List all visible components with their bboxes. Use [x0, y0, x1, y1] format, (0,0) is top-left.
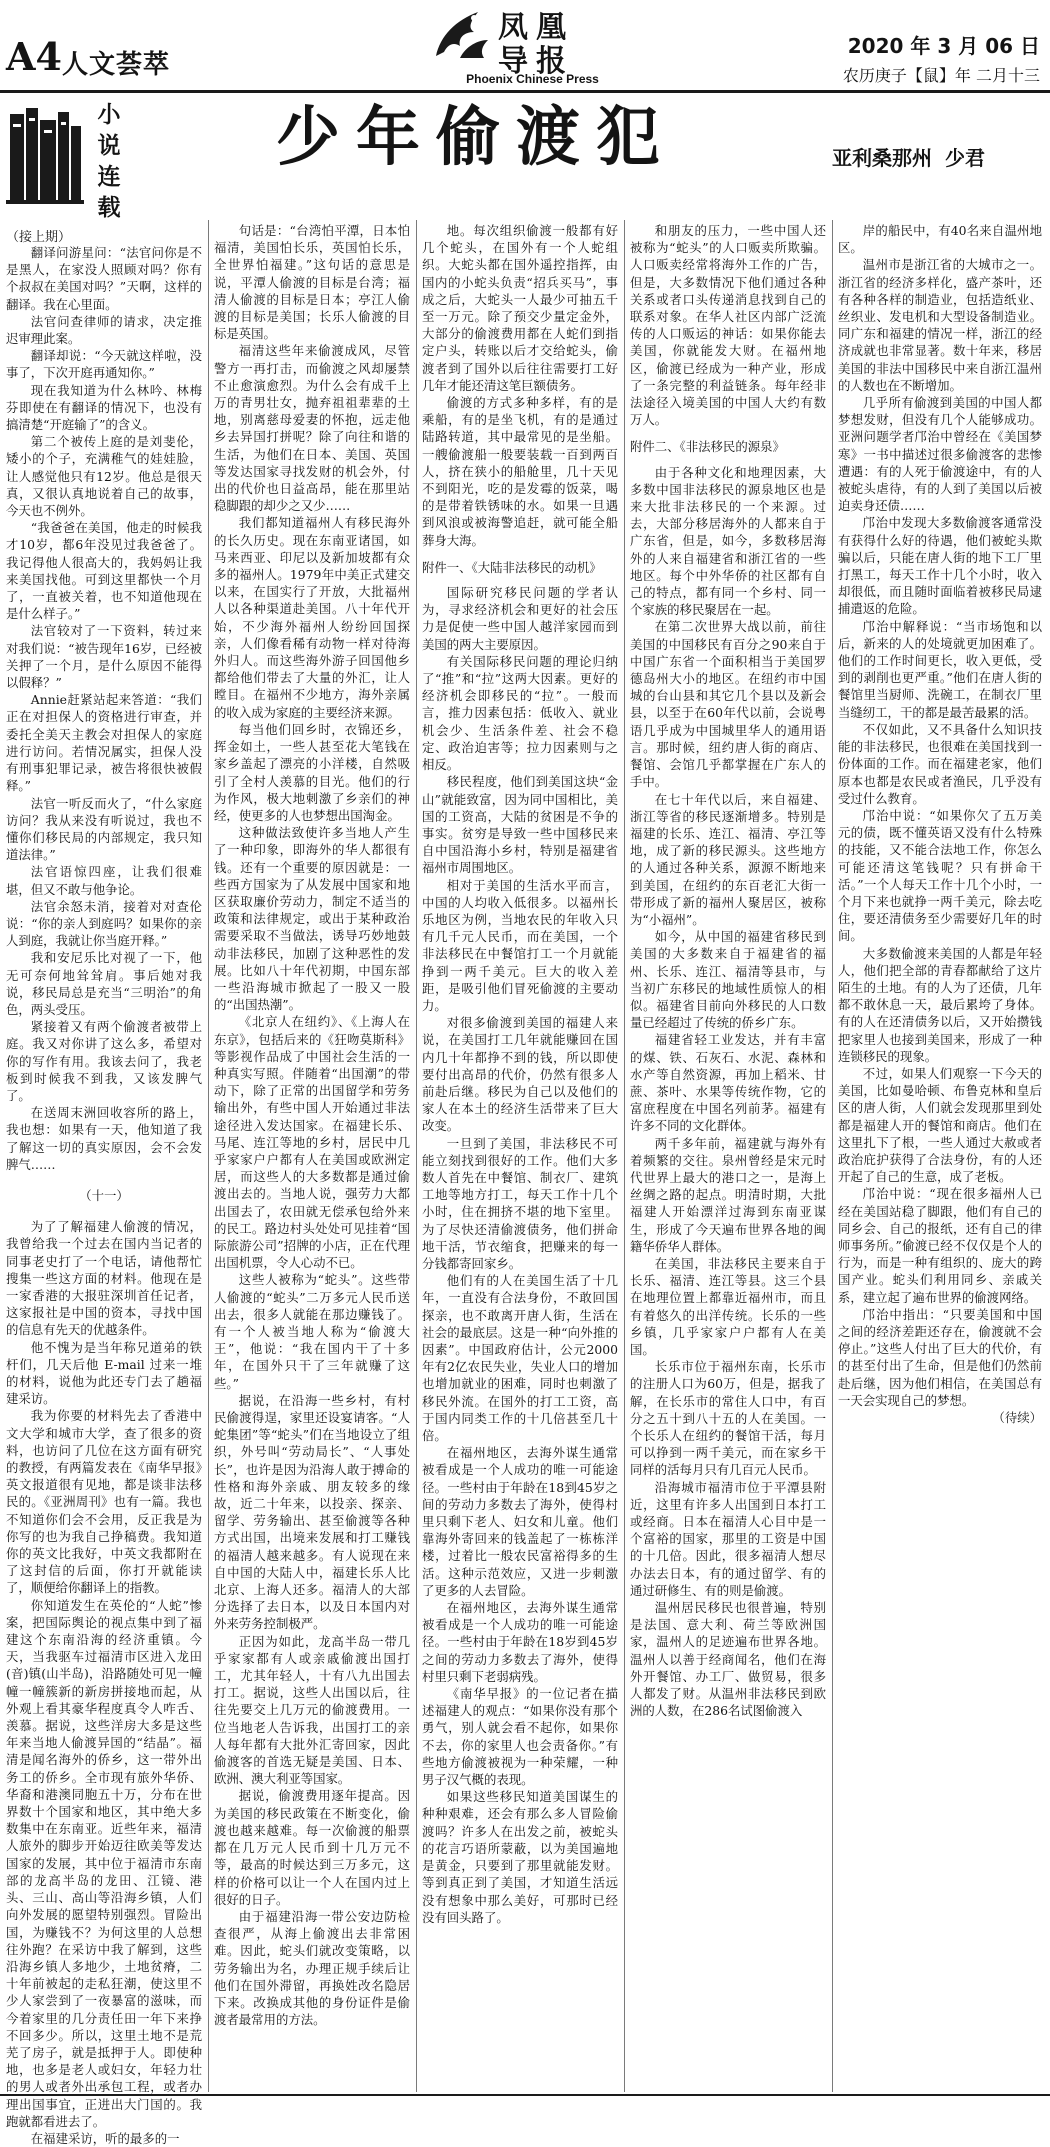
article-paragraph: 岸的船民中，有40名来自温州地区。 — [838, 223, 1042, 256]
article-paragraph: 长乐市位于福州东南，长乐市的注册人口为60万，但是，据我了解，在长乐市的常住人口中，有百分之五十到八十五的人在美国。一个长乐人在纽约的餐馆干活，每月可以挣到一两千美元，而在家乡干同样的活每月只有几百元人民币。 — [630, 1359, 826, 1478]
article-paragraph: 正因为如此，龙高半岛一带几乎家家都有人或亲戚偷渡出国打工，尤其年轻人，十有八九出国去打工。据说，这些人出国以后，往往先要交上几万元的偷渡费用。一位当地老人告诉我，出国打工的亲人每年都有大批外汇寄回家，因此偷渡客的首选无疑是美国、日本、欧洲、澳大利亚等国家。 — [214, 1633, 410, 1787]
article-paragraph: 地。每次组织偷渡一般都有好几个蛇头，在国外有一个人蛇组织。大蛇头都在国外遥控指挥，由国内的小蛇头负责“招兵买马”，事成之后，大蛇头一人最少可抽五千至一万元。除了预交少量定金外，大部分的偷渡费用都在人蛇们到指定户头，转账以后才交给蛇头，偷渡者到了国外以后往往需要打工好几年才能还清这笔巨额债务。 — [422, 223, 618, 393]
article-paragraph: 两千多年前，福建就与海外有着频繁的交往。泉州曾经是宋元时代世界上最大的港口之一，是海上丝绸之路的起点。明清时期，大批福建人开始漂洋过海到东南亚谋生，形成了今天遍布世界各地的闽籍华侨华人群体。 — [630, 1135, 826, 1254]
article-paragraph: 沿海城市福清市位于平潭县附近，这里有许多人出国到日本打工或经商。日本在福清人心目中是一个富裕的国家，那里的工资是中国的十几倍。因此，很多福清人想尽办法去日本，有的通过留学、有的通过研修生、有的则是偷渡。 — [630, 1479, 826, 1598]
logo-title-line2: 导报 — [498, 44, 574, 79]
article-paragraph: 翻译问游星问：“法官问你是不是黑人，在家没人照顾对吗？你有个叔叔在美国对吗？”天啊，这样的翻译。我在心里面。 — [6, 245, 202, 312]
article-paragraph: 翻译却说：“今天就这样啦，没事了，下次开庭再通知你。” — [6, 348, 202, 381]
article-paragraph: 几乎所有偷渡到美国的中国人都梦想发财，但没有几个人能够成功。亚洲问题学者邝治中曾经在《美国梦寒》一书中描述过很多偷渡客的悲惨遭遇：有的人死于偷渡途中，有的人被蛇头虐待，有的人到了美国以后被迫卖身还债…… — [838, 395, 1042, 514]
article-paragraph: 句话是：“台湾怕平潭，日本怕福清，美国怕长乐，英国怕长乐，全世界怕福建。”这句话的意思是说，平潭人偷渡的目标是台湾；福清人偷渡的目标是日本；亭江人偷渡的目标是美国；长乐人偷渡的目标是英国。 — [214, 223, 410, 342]
article-paragraph: 法官问查律师的请求，决定推迟审理此案。 — [6, 313, 202, 347]
newspaper-logo — [430, 0, 635, 90]
article-paragraph: 附件一、《大陆非法移民的动机》 — [422, 559, 602, 575]
article-paragraph: 如今，从中国的福建省移民到美国的大多数来自于福建省的福州、长乐、连江、福清等县市，与当初广东移民的地域性质惊人的相似。福建省目前向外移民的人口数量已经超过了传统的侨乡广东。 — [630, 929, 826, 1031]
article-paragraph: 和朋友的压力，一些中国人还被称为“蛇头”的人口贩卖所欺骗。人口贩卖经常将海外工作的广告，但是，大多数情况下他们通过各种关系或者口头传递消息找到自己的联系对象。在华人社区内部广泛流传的人口贩运的神话：如果你能去美国，你就能发大财。在福州地区，偷渡已经成为一种产业，形成了一条完整的利益链条。每年经非法途径入境美国的中国人大约有数万人。 — [630, 223, 826, 428]
article-paragraph: 邝治中指出：“只要美国和中国之间的经济差距还存在，偷渡就不会停止。”这些人付出了巨大的代价，有的甚至付出了生命，但是他们仍然前赴后继，因为他们相信，在美国总有一天会实现自己的梦想。 — [838, 1306, 1042, 1408]
article-paragraph: 法官语惊四座，让我们很难堪，但又不敢与他争论。 — [6, 864, 202, 897]
article-paragraph: 在第二次世界大战以前，前往美国的中国移民有百分之90来自于中国广东省一个面积相当于美国罗德岛州大小的地区。在纽约市中国城的台山县和其它几个县以及新会县，以至于在60年代以前，会说粤语几乎成为中国城里华人的通用语言。那时候，纽约唐人街的商店、餐馆、会馆几乎都掌握在广东人的手中。 — [630, 619, 826, 790]
article-paragraph: 在福建采访，听的最多的一 — [30, 2130, 180, 2146]
article-paragraph: 在福州地区，去海外谋生通常被看成是一个人成功的唯一可能途径。一些村由于年龄在18岁到45岁之间的劳动力多数去了海外，使得村里只剩下老弱病残。 — [422, 1600, 618, 1684]
article-paragraph: 相对于美国的生活水平而言，中国的人均收入低很多。以福州长乐地区为例，当地农民的年收入只有几千元人民币，而在美国，一个非法移民在中餐馆打工一个月就能挣到一两千美元。巨大的收入差距，是吸引他们冒死偷渡的主要动力。 — [422, 877, 618, 1013]
article-paragraph: 由于福建沿海一带公安边防检查很严，从海上偷渡出去非常困难。因此，蛇头们就改变策略，以劳务输出为名，办理正规手续后让他们在国外滞留，再换姓改名隐居下来。改换成其他的身份证件是偷渡者最常用的方法。 — [214, 1908, 410, 2028]
masthead-rule — [0, 90, 1050, 93]
article-paragraph: 《南华早报》的一位记者在描述福建人的观点：“如果你没有那个勇气，别人就会看不起你，如果你不去，你的家里人也会责备你。”有些地方偷渡被视为一种荣耀，一种男子汉气概的表现。 — [422, 1686, 618, 1788]
article-paragraph: 邝治中说：“现在很多福州人已经在美国站稳了脚跟，他们有自己的同乡会、自己的报纸，还有自己的律师事务所。”偷渡已经不仅仅是个人的行为，而是一种有组织的、庞大的跨国产业。蛇头们利用同乡、亲戚关系，建立起了遍布世界的偷渡网络。 — [838, 1186, 1042, 1305]
article-paragraph: 每当他们回乡时，衣锦还乡，挥金如土，一些人甚至花大笔钱在家乡盖起了漂亮的小洋楼，自然吸引了全村人羡慕的目光。他们的行为作风，极大地刺激了乡亲们的神经，使更多的人也梦想出国淘金。 — [214, 721, 410, 823]
article-paragraph: 法官一听反而火了，“什么家庭访问？我从来没有听说过，我也不懂你们移民局的内部规定，我只知道法律。” — [6, 795, 202, 863]
article-paragraph: 如果这些移民知道美国谋生的种种艰难，还会有那么多人冒险偷渡吗？许多人在出发之前，被蛇头的花言巧语所蒙蔽，以为美国遍地是黄金，只要到了那里就能发财。等到真正到了美国，才知道生活远没有想象中那么美好，可那时已经没有回头路了。 — [422, 1789, 618, 1925]
article-paragraph: 他们有的人在美国生活了十几年，一直没有合法身份，不敢回国探亲，也不敢离开唐人街，生活在社会的最底层。这是一种“向外推的因素”。中国政府估计，公元2000年有2亿农民失业，失业人口的增加也增加就业的困难，同时也刺激了移民外流。在国外的打工工资，高于国内同类工作的十几倍甚至几十倍。 — [422, 1273, 618, 1444]
serial-kicker — [6, 98, 141, 221]
article-paragraph: 这种做法致使许多当地人产生了一种印象，即海外的华人都很有钱。还有一个重要的原因就是：一些西方国家为了从发展中国家和地区获取廉价劳动力，制定不适当的政策和法律规定，或出于某种政治需要采取不当做法，诱导巧妙地鼓动非法移民，加剧了这种恶性的发展。比如八十年代初期，中国东部一些沿海城市掀起了一股又一股的“出国热潮”。 — [214, 825, 410, 1013]
article-paragraph: 他不愧为是当年称兄道弟的铁杆们，几天后他 E-mail 过来一堆的材料，说他为此还专门去了趟福建采访。 — [6, 1339, 202, 1407]
article-byline: 亚利桑那州 少君 — [832, 146, 985, 170]
article-paragraph: 为了了解福建人偷渡的情况，我曾给我一个过去在国内当记者的同事老史打了一个电话，请他帮忙搜集一些这方面的材料。他现在是一家香港的大报驻深圳首任记者，这家报社是中国的资本，寻找中国的信息有先天的优越条件。 — [6, 1219, 202, 1338]
logo-english-name: Phoenix Chinese Press — [466, 72, 599, 86]
page-bottom-rule — [0, 2094, 1050, 2096]
column-divider — [832, 220, 833, 2092]
article-paragraph: 不仅如此，又不具备什么知识技能的非法移民，也很难在美国找到一份体面的工作。而在福建老家，他们原本也都是农民或者渔民，几乎没有受过什么教育。 — [838, 721, 1042, 806]
article-paragraph: 在福州地区，去海外谋生通常被看成是一个人成功的唯一可能途径。一些村由于年龄在18到45岁之间的劳动力多数去了海外，使得村里只剩下老人、妇女和儿童。他们靠海外寄回来的钱盖起了一栋栋洋楼，过着比一般农民富裕得多的生活。这种示范效应，又进一步刺激了更多的人去冒险。 — [422, 1445, 618, 1598]
article-paragraph: 大多数偷渡来美国的人都是年轻人，他们把全部的青春都献给了这片陌生的土地。有的人为了还债，几年都不敢休息一天，最后累垮了身体。有的人在还清债务以后，又开始攒钱把家里人也接到美国来，形成了一种连锁移民的现象。 — [838, 945, 1042, 1064]
article-paragraph: 据说，偷渡费用逐年提高。因为美国的移民政策在不断变化，偷渡也越来越难。每一次偷渡的船票都在几万元人民币到十几万元不等，最高的时候达到三万多元，这样的价格可以让一个人在国内过上很好的日子。 — [214, 1788, 410, 1907]
article-paragraph: 福建省轻工业发达，并有丰富的煤、铁、石灰石、水泥、森林和水产等自然资源，再加上稻米、甘蔗、茶叶、水果等传统作物，它的富庶程度在中国名列前茅。福建有许多不同的文化群体。 — [630, 1032, 826, 1134]
article-paragraph: 我为你要的材料先去了香港中文大学和城市大学，查了很多的资料，也访问了几位在这方面有研究的教授，有两篇发表在《南华早报》英文报道很有见地，都是谈非法移民的。《亚洲周刊》也有一篇。我也不知道你们会不会用，反正我是为你写的也为我自己挣稿费。我知道你的英文比我好，中英文我都附在了这封信的后面，你打开就能读了，顺便给你翻译上的指教。 — [6, 1408, 202, 1596]
column-divider — [208, 220, 209, 2092]
article-paragraph: 法官余怒未消，接着对对查伦说：“你的亲人到庭吗？如果你的亲人到庭，我就让你当庭开释。” — [6, 898, 202, 949]
article-paragraph: 《北京人在纽约》、《上海人在东京》，包括后来的《狂吻莫斯科》等影视作品成了中国社会生活的一种真实写照。伴随着“出国潮”的带动下，除了正常的出国留学和劳务输出外，有些中国人开始通过非法途径进入发达国家。在福建长乐、马尾、连江等地的乡村，居民中几乎家家户户都有人在美国或欧洲定居，而这些人的大多数都是通过偷渡出去的。当地人说，强劳力大都出国去了，农田就无偿承包给外来的民工。路边村头处处可见挂着“国际旅游公司”招牌的小店，正在代理出国机票，令人心动不已。 — [214, 1014, 410, 1271]
article-paragraph: 在七十年代以后，来自福建、浙江等省的移民逐渐增多。特别是福建的长乐、连江、福清、亭江等地，成了新的移民源头。这些地方的人通过各种关系，源源不断地来到美国，在纽约的东百老汇大街一带形成了新的福州人聚居区，被称为“小福州”。 — [630, 791, 826, 927]
article-paragraph: 国际研究移民问题的学者认为，寻求经济机会和更好的社会压力是促使一些中国人越洋家园而到美国的两大主要原因。 — [422, 585, 618, 652]
text-column-3 — [422, 222, 618, 2092]
kicker-label: 小 说 连 载 — [97, 102, 121, 221]
article-paragraph: 由于各种文化和地理因素，大多数中国非法移民的源泉地区也是来大批非法移民的一个来源。过去，大部分移居海外的人都来自于广东省，但是，如今，多数移居海外的人来自福建省和浙江省的一些地区。每个中外华侨的社区都有自己的特点，都有同一个乡村、同一个家族的移民聚居在一起。 — [630, 464, 826, 618]
article-paragraph: 一旦到了美国，非法移民不可能立刻找到很好的工作。他们大多数人首先在中餐馆、制衣厂、建筑工地等地方打工，每天工作十几个小时，住在拥挤不堪的地下室里。为了尽快还清偷渡债务，他们拼命地干活，节衣缩食，把赚来的每一分钱都寄回家乡。 — [422, 1135, 618, 1271]
article-paragraph: 现在我知道为什么林吟、林梅芬即使在有翻译的情况下，也没有搞清楚“开庭输了”的含义。 — [6, 382, 202, 433]
article-paragraph: 温州居民移民也很普遍，特别是法国、意大利、荷兰等欧洲国家，温州人的足迹遍布世界各地。温州人以善于经商闻名，他们在海外开餐馆、办工厂、做贸易，很多人都发了财。从温州非法移民到欧洲的人数，在286名试图偷渡入 — [630, 1600, 826, 1719]
books-illustration-icon — [6, 104, 84, 204]
article-paragraph: 福清这些年来偷渡成风，尽管警方一再打击，而偷渡之风却屡禁不止愈演愈烈。为什么会有成千上万的青男壮女，抛弃祖祖辈辈的土地，别离慈母爱妻的怀抱，远走他乡去异国打拼呢？除了向往和谐的生活，为他们在日本、美国、英国等发达国家寻找发财的机会外，付出的代价也日益高昂，能在那里站稳脚跟的却少之又少…… — [214, 343, 410, 514]
article-paragraph: 你知道发生在英伦的“人蛇”惨案，把国际舆论的视点集中到了福建这个东南沿海的经济重镇。今天，当我驱车过福清市区进入龙田(音)镇(山半岛)，沿路随处可见一幢幢一幢簇新的新房拼接地而起，从外观上看其豪华程度真令人咋舌、羡慕。据说，这些洋房大多是这些年来当地人偷渡异国的“结晶”。福清是闻名海外的侨乡，这一带外出务工的侨乡。全市现有旅外华侨、华裔和港澳同胞五十万，分布在世界数十个国家和地区，其中绝大多数集中在东南亚。近些年来，福清人旅外的脚步开始迈往欧美等发达国家的发展，其中位于福清市东南部的龙高半岛的龙田、江镜、港头、三山、高山等沿海乡镇，人们向外发展的愿望特别强烈。冒险出国，为赚钱不？为何这里的人总想往外跑？在采访中我了解到，这些沿海乡镇人多地少，土地贫瘠，二十年前被起的走私狂潮，使这里不少人家尝到了一夜暴富的滋味，而今着家里的几分责任田一年下来挣不回多少。所以，这里土地不是荒芜了房子，就是抵押于人。即使种地，也多是老人或妇女，年轻力壮的男人或者外出承包工程，或者办理出国事宜，正进出大门国的。我跑就都看进去了。 — [6, 1597, 202, 2129]
article-paragraph: 这些人被称为“蛇头”。这些带人偷渡的“蛇头”二万多元人民币送出去，很多人就能在那边赚钱了。有一个人被当地人称为“偷渡大王”，他说：“我在国内干了十多年，在国外只干了三年就赚了这些。” — [214, 1272, 410, 1391]
article-paragraph: 据说，在沿海一些乡村，有村民偷渡得逞，家里还设宴请客。“人蛇集团”等“蛇头”们在当地设立了组织，外号叫“劳动局长”、“人事处长”，也许是因为沿海人敢于搏命的性格和海外亲戚、朋友较多的缘故，近二十年来，以投亲、探亲、留学、劳务输出、甚至偷渡等各种方式出国，出境来发展和打工赚钱的福清人越来越多。有人说现在来自中国的大陆人中，福建长乐人比北京、上海人还多。福清人的大部分选择了去日本，以及日本国内对外来劳务控制极严。 — [214, 1392, 410, 1632]
article-paragraph: 移民程度，他们到美国这块“金山”就能致富，因为同中国相比，美国的工资高，大陆的贫困是不争的事实。贫穷是导致一些中国移民来自中国沿海小乡村，特别是福建省福州市周围地区。 — [422, 774, 618, 876]
article-paragraph: “我爸爸在美国，他走的时候我才10岁，都6年没见过我爸爸了。我记得他人很高大的，我妈妈让我来美国找他。可到这里都快一个月了，一直被关着，也不知道他现在是什么样子。” — [6, 520, 202, 622]
article-paragraph: 在送周末洲回收容所的路上，我也想：如果有一天，他知道了我了解这一切的真实原因，会不会发脾气…… — [6, 1105, 202, 1172]
article-paragraph: （待续） — [992, 1410, 1042, 1426]
article-paragraph: 我们都知道福州人有移民海外的长久历史。现在东南亚诸国，如马来西亚、印尼以及新加坡都有众多的福州人。1979年中美正式建交以来，在国实行了开放，大批福州人以各种渠道赴美国。八十年代开始，不少海外福州人纷纷回国探亲，人们像看稀有动物一样对待海外归人。而这些海外游子回国他乡都给他们带去了大量的外汇，让人瞠目。在福州不少地方，海外亲属的收入成为家庭的主要经济来源。 — [214, 515, 410, 720]
column-divider — [416, 220, 417, 2092]
article-paragraph: 不过，如果人们观察一下今天的美国，比如曼哈顿、布鲁克林和皇后区的唐人街，人们就会发现那里到处都是福建人开的餐馆和商店。他们在这里扎下了根，一些人通过大赦或者政治庇护获得了合法身份，有的人还开起了自己的生意，成了老板。 — [838, 1065, 1042, 1185]
text-column-1 — [6, 244, 202, 2146]
article-paragraph: 对很多偷渡到美国的福建人来说，在美国打工几年就能赚回在国内几十年都挣不到的钱，所以即使要付出高昂的代价，仍然有很多人前赴后继。移民为自己以及他们的家人在本土的经济生活带来了巨大改变。 — [422, 1015, 618, 1134]
article-paragraph: 有关国际移民问题的理论归纳了“推”和“拉”这两大因素。更好的经济机会即移民的“拉”。一般而言，推力因素包括：低收入、就业机会少、生活条件差、社会不稳定、政治迫害等；拉力因素则与之相反。 — [422, 653, 618, 773]
article-title: 少年偷渡犯 — [276, 100, 676, 175]
article-paragraph: Annie赶紧站起来答道：“我们正在对担保人的资格进行审查，并委托全美天主教会对担保人的家庭进行访问。若情况属实，担保人没有刑事犯罪记录，被告将很快被假释。” — [6, 692, 202, 794]
lunar-date: 农历庚子【鼠】年 二月十三 — [842, 66, 1040, 85]
article-paragraph: 紧接着又有两个偷渡者被带上庭。我又对你讲了这么多，希望对你的写作有用。我该去问了，我老板到时候我不到我，又该发脾气了。 — [6, 1019, 202, 1103]
article-paragraph: 我和安尼乐比对视了一下，他无可奈何地耸耸肩。事后她对我说，移民局总是充当“三明治”的角色，两头受压。 — [6, 950, 202, 1017]
article-paragraph: 邝治中解释说：“当市场饱和以后，新来的人的处境就更加困难了。他们的工作时间更长，收入更低，受到的剥削也更严重。”他们在唐人街的餐馆里当厨师、洗碗工，在制衣厂里当缝纫工，干的都是最苦最累的活。 — [838, 618, 1042, 720]
article-paragraph: 附件二、《非法移民的源泉》 — [630, 439, 785, 455]
article-paragraph: 法官较对了一下资料，转过来对我们说：“被告现年16岁，已经被关押了一个月，是什么原因不能得以假释？” — [6, 623, 202, 691]
issue-date: 2020 年 3 月 06 日 — [847, 34, 1040, 58]
text-column-5 — [838, 222, 1042, 2092]
article-paragraph: 温州市是浙江省的大城市之一。浙江省的经济多样化，盛产茶叶，还有各种各样的制造业，包括造纸业、丝织业、发电机和大型设备制造业。同广东和福建的情况一样，浙江的经济成就也非常显著。数十年来，移居美国的非法中国移民中来自浙江温州的人数也在不断增加。 — [838, 257, 1042, 393]
article-paragraph: 邝治中发现大多数偷渡客通常没有获得什么好的待遇，他们被蛇头欺骗以后，只能在唐人街的地下工厂里打黑工，每天工作十几个小时，收入却很低，而且随时面临着被移民局逮捕遣返的危险。 — [838, 515, 1042, 617]
article-paragraph: 第二个被传上庭的是刘斐伦，矮小的个子，充满稚气的娃娃脸，让人感觉他只有12岁。他总是很天真，又很认真地说着自己的故事，今天也不例外。 — [6, 434, 202, 519]
text-column-4 — [630, 222, 826, 2092]
page-number: A4 — [6, 34, 62, 79]
article-paragraph: （十一） — [79, 1187, 129, 1203]
serial-continued-tag: （接上期） — [6, 230, 72, 245]
text-column-2 — [214, 222, 410, 2092]
column-divider — [624, 220, 625, 2092]
phoenix-logo-icon — [430, 6, 492, 64]
logo-title-line1: 凤凰 — [498, 10, 574, 45]
section-name: 人文荟萃 — [62, 50, 171, 80]
article-paragraph: 在美国，非法移民主要来自于长乐、福清、连江等县。这三个县在地理位置上都靠近福州市，而且有着悠久的出洋传统。长乐的一些乡镇，几乎家家户户都有人在美国。 — [630, 1255, 826, 1357]
article-paragraph: 邝治中说：“如果你欠了五万美元的债，既不懂英语又没有什么特殊的技能，又不能合法地工作，你怎么可能还清这笔钱呢？只有拼命干活。”一个人每天工作十几个小时，一个月下来也就挣一两千美元，除去吃住，要还清债务至少需要好几年的时间。 — [838, 807, 1042, 944]
article-paragraph: 偷渡的方式多种多样，有的是乘船，有的是坐飞机，有的是通过陆路转道，其中最常见的是坐船。一艘偷渡船一般要装载一百到两百人，挤在狭小的船舱里，几十天见不到阳光，吃的是发霉的饭菜，喝的是带着铁锈味的水。如果一旦遇到风浪或被海警追赶，就可能全船葬身大海。 — [422, 395, 618, 548]
